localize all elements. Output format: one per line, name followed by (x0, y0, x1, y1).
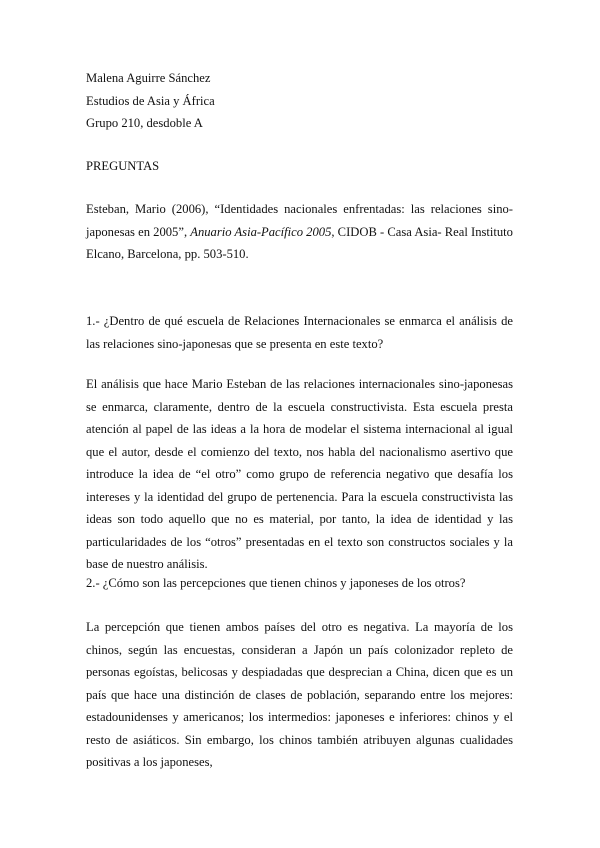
author-header (86, 67, 513, 135)
author-name: Malena Aguirre Sánchez (86, 71, 211, 85)
citation-journal: Anuario Asia-Pacífico 2005 (190, 224, 332, 239)
program-name: Estudios de Asia y África (86, 93, 215, 108)
answer-1: El análisis que hace Mario Esteban de las relaciones internacionales sino-japonesas se enmarca, claramente, dentro de la escuela constructivista. Esta escuela presta atención al papel de las ideas a la hora de modelar el sistema internacional al igual que el autor, desde el comienzo del texto, nos habla del nacionalismo asertivo que introduce la idea de “el otro” como grupo de referencia negativo que desafía los intereses y la identidad del grupo de pertenencia. Para la escuela constructivista las ideas son todo aquello que no es material, por tanto, la idea de identidad y las particularidades de los “otros” presentadas en el texto son constructos sociales y la base de nuestro análisis. (86, 377, 513, 571)
group-name: Grupo 210, desdoble A (86, 116, 203, 130)
citation (86, 198, 513, 266)
section-title: PREGUNTAS (86, 159, 160, 173)
answer-2: La percepción que tienen ambos países del otro es negativa. La mayoría de los chinos, según las encuestas, consideran a Japón un país colonizador repleto de personas egoístas, belicosas y despiadadas que desprecian a China, dicen que es un país que hace una distinción de clases de población, separando entre los mejores: estadounidenses y americanos; los intermedios: japoneses e inferiores: chinos y el resto de asiáticos. Sin embargo, los chinos también atribuyen algunas cualidades positivas a los japoneses, (86, 620, 513, 769)
citation-publisher: , CIDOB - Casa Asia- Real Instituto Elcano, Barcelona, pp. 503-510. (86, 224, 513, 261)
question-2: 2.- ¿Cómo son las percepciones que tienen chinos y japoneses de los otros? (86, 576, 466, 590)
question-1: 1.- ¿Dentro de qué escuela de Relaciones Internacionales se enmarca el análisis de las relaciones sino-japonesas que se presenta en este texto? (86, 314, 513, 351)
citation-authors-title: Esteban, Mario (2006), “Identidades nacionales enfrentadas: las relaciones sino-japonesas en 2005”, (86, 202, 513, 239)
